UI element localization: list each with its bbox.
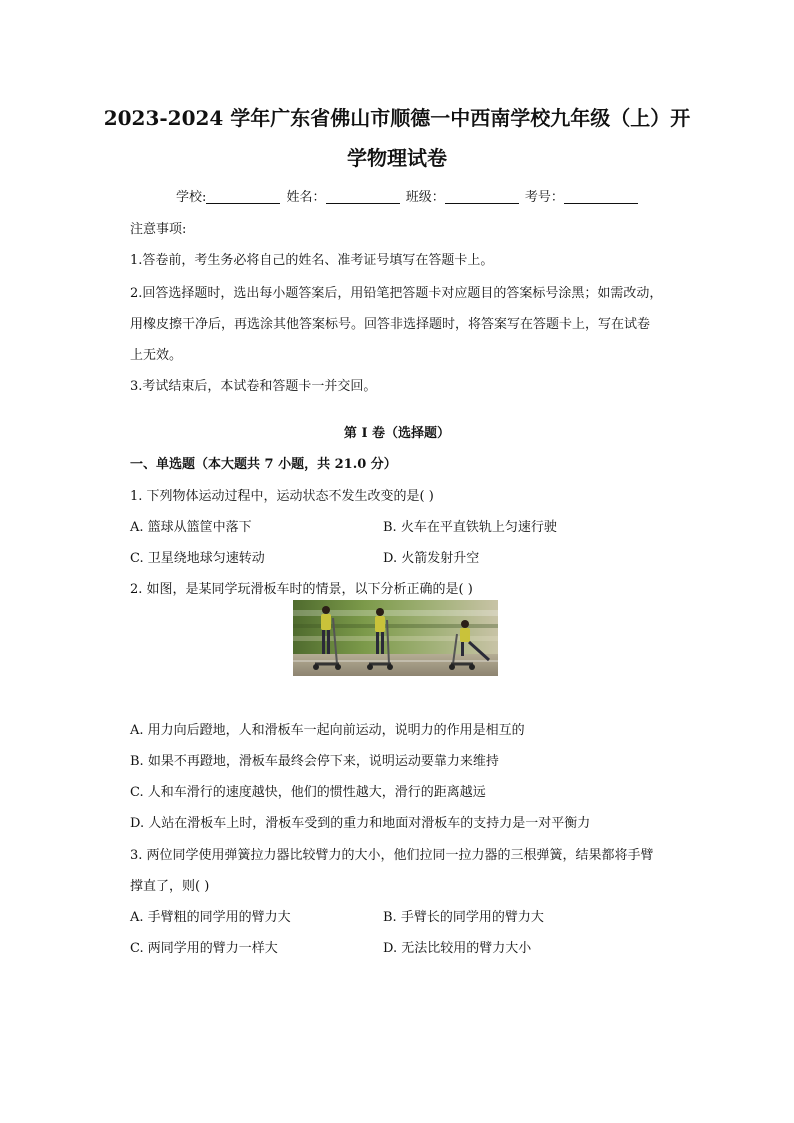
note-line: 上无效。 — [130, 348, 183, 363]
note-line: 1.答卷前，考生务必将自己的姓名、准考证号填写在答题卡上。 — [130, 253, 494, 268]
question-1-option-a: A. 篮球从篮筐中落下 — [130, 520, 252, 535]
question-3-stem-line-1: 3. 两位同学使用弹簧拉力器比较臂力的大小，他们拉同一拉力器的三根弹簧，结果都将手臂 — [130, 848, 654, 863]
school-label: 学校: — [176, 190, 207, 205]
student-info-line — [176, 186, 656, 205]
question-2-option-c: C. 人和车滑行的速度越快，他们的惯性越大，滑行的距离越远 — [130, 785, 486, 800]
question-3-option-b: B. 手臂长的同学用的臂力大 — [383, 910, 544, 925]
question-2-option-d: D. 人站在滑板车上时，滑板车受到的重力和地面对滑板车的支持力是一对平衡力 — [130, 816, 591, 831]
name-blank — [326, 189, 400, 204]
school-blank — [206, 189, 280, 204]
number-blank — [564, 189, 638, 204]
note-line: 2.回答选择题时，选出每小题答案后，用铅笔把答题卡对应题目的答案标号涂黑；如需改动， — [130, 286, 663, 301]
section-heading: 一、单选题（本大题共 7 小题，共 21.0 分） — [130, 457, 397, 472]
class-blank — [445, 189, 519, 204]
exam-title-line-2: 学物理试卷 — [347, 146, 447, 170]
class-label: 班级： — [405, 190, 445, 205]
name-label: 姓名： — [286, 190, 326, 205]
scooter-photo — [293, 600, 498, 676]
question-3-option-d: D. 无法比较用的臂力大小 — [383, 941, 532, 956]
question-2-option-b: B. 如果不再蹬地，滑板车最终会停下来，说明运动要靠力来维持 — [130, 754, 499, 769]
part-title: 第 I 卷（选择题） — [343, 426, 451, 441]
question-2-option-a: A. 用力向后蹬地，人和滑板车一起向前运动，说明力的作用是相互的 — [130, 723, 525, 738]
notes-heading: 注意事项: — [130, 222, 187, 237]
question-1-option-d: D. 火箭发射升空 — [383, 551, 480, 566]
note-line: 3.考试结束后，本试卷和答题卡一并交回。 — [130, 379, 377, 394]
number-label: 考号： — [524, 190, 564, 205]
exam-title-line-1: 2023-2024 学年广东省佛山市顺德一中西南学校九年级（上）开 — [103, 106, 691, 130]
question-3-option-a: A. 手臂粗的同学用的臂力大 — [130, 910, 291, 925]
question-3-stem-line-2: 撑直了，则( ) — [130, 879, 210, 894]
question-1-stem: 1. 下列物体运动过程中，运动状态不发生改变的是( ) — [130, 489, 434, 504]
question-1-option-b: B. 火车在平直铁轨上匀速行驶 — [383, 520, 557, 535]
question-3-option-c: C. 两同学用的臂力一样大 — [130, 941, 278, 956]
note-line: 用橡皮擦干净后，再选涂其他答案标号。回答非选择题时，将答案写在答题卡上，写在试卷 — [130, 317, 651, 332]
question-2-stem: 2. 如图，是某同学玩滑板车时的情景，以下分析正确的是( ) — [130, 582, 473, 597]
question-1-option-c: C. 卫星绕地球匀速转动 — [130, 551, 265, 566]
